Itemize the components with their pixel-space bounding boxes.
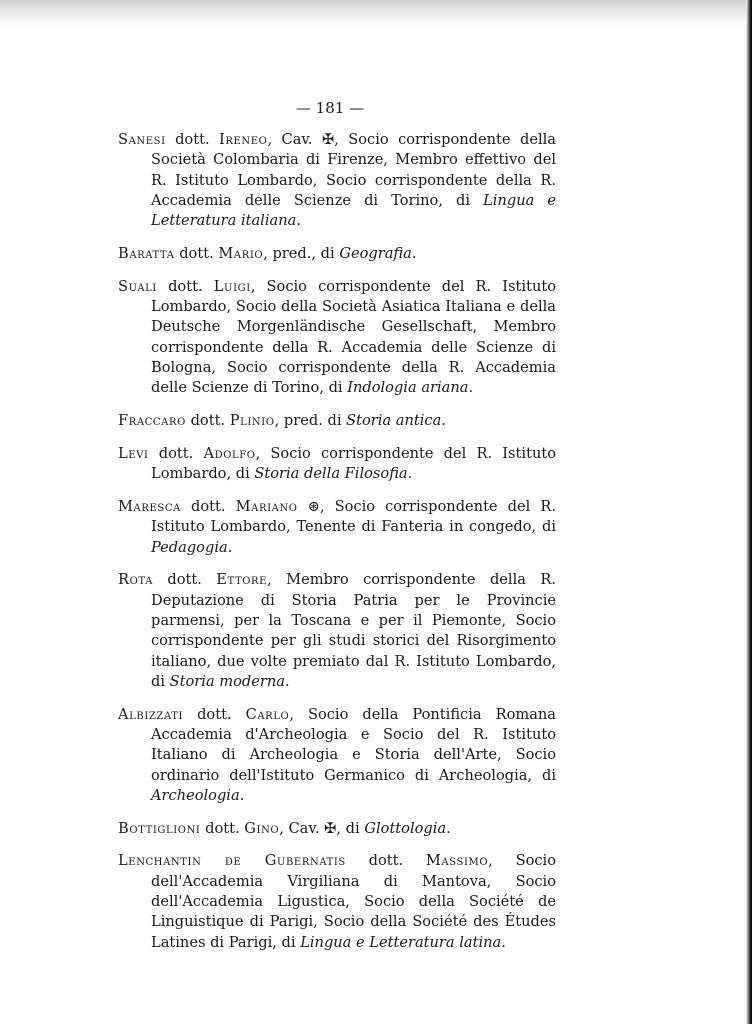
entry-text: , Cav. ✠, Socio corrispondente della Società Colombaria di Firenze, Membro effettivo del R. Istituto Lombardo, Socio corrispondente della R. Accademia delle Scienze di Torino, di bbox=[151, 131, 556, 209]
entry-text: ⊛, Socio corrispondente del R. Istituto Lombardo, Tenente di Fanteria in congedo, di bbox=[151, 497, 556, 536]
list-item bbox=[118, 411, 556, 431]
subject: Pedagogia bbox=[151, 538, 228, 556]
entry-text: , Socio dell'Accademia Virgiliana di Mantova, Socio dell'Accademia Ligustica, Socio della Société de Linguistique di Parigi, Socio della Société des Études Latines di Parigi, di bbox=[151, 852, 556, 951]
title: dott. bbox=[197, 705, 232, 723]
surname: Maresca bbox=[118, 497, 181, 515]
surname: Lenchantin de Gubernatis bbox=[118, 852, 346, 870]
given-name: Mariano bbox=[235, 497, 298, 515]
subject: Storia antica bbox=[346, 412, 442, 430]
subject: Lingua e Letteratura latina bbox=[300, 933, 502, 951]
list-item bbox=[118, 497, 556, 558]
title: dott. bbox=[158, 444, 194, 462]
subject: Glottologia bbox=[364, 819, 447, 837]
entry-end: . bbox=[501, 933, 506, 951]
surname: Suali bbox=[118, 277, 157, 295]
surname: Albizzati bbox=[118, 705, 184, 723]
given-name: Plinio bbox=[229, 412, 275, 430]
title: dott. bbox=[175, 131, 210, 148]
list-item bbox=[118, 244, 556, 264]
surname: Levi bbox=[118, 444, 149, 462]
title: dott. bbox=[179, 244, 214, 262]
given-name: Carlo bbox=[245, 705, 290, 723]
title: dott. bbox=[190, 412, 226, 430]
entry-text: , Socio della Pontificia Romana Accademia d'Archeologia e Socio del R. Istituto Italiano di Archeologia e Storia dell'Arte, Socio ordinario dell'Istituto Germanico di Archeologia, di bbox=[151, 705, 557, 784]
entry-end: . bbox=[446, 819, 451, 837]
subject: Storia della Filosofia bbox=[254, 465, 408, 483]
list-item bbox=[118, 705, 556, 806]
entry-text: , Cav. ✠, di bbox=[279, 819, 365, 837]
entry-end: . bbox=[296, 212, 301, 230]
surname: Sanesi bbox=[118, 131, 166, 148]
faculty-list bbox=[118, 130, 556, 965]
given-name: Gino bbox=[244, 819, 280, 837]
subject: Lingua e Letteratura italiana bbox=[151, 191, 556, 230]
list-item bbox=[118, 570, 556, 692]
given-name: Mario bbox=[218, 244, 264, 262]
surname: Fraccaro bbox=[118, 412, 186, 430]
list-item bbox=[118, 851, 556, 952]
entry-text: , Socio corrispondente del R. Istituto Lombardo, di bbox=[151, 444, 556, 483]
page-number: — 181 — bbox=[295, 99, 365, 117]
surname: Baratta bbox=[118, 244, 175, 262]
title: dott. bbox=[205, 819, 240, 837]
entry-end: . bbox=[284, 672, 290, 690]
given-name: Luigi bbox=[213, 277, 251, 295]
entry-end: . bbox=[239, 786, 245, 804]
entry-end: . bbox=[411, 244, 417, 262]
title: dott. bbox=[168, 277, 203, 295]
given-name: Adolfo bbox=[203, 444, 256, 462]
list-item bbox=[118, 130, 556, 231]
entry-text: , pred. di bbox=[274, 412, 347, 430]
entry-text: , Membro corrispondente della R. Deputazione di Storia Patria per le Provincie parmensi, per la Toscana e per il Piemonte, Socio corrispondente per gli studi storici del Risorgimento italiano, due volte premiato dal R. Istituto Lombardo, di bbox=[151, 571, 557, 690]
list-item bbox=[118, 277, 556, 399]
entry-end: . bbox=[407, 465, 413, 483]
subject: Archeologia bbox=[151, 786, 240, 804]
title: dott. bbox=[368, 852, 404, 870]
subject: Geografia bbox=[339, 244, 412, 262]
entry-end: . bbox=[441, 412, 446, 430]
subject: Storia moderna bbox=[169, 672, 285, 690]
title: dott. bbox=[167, 571, 202, 589]
surname: Bottiglioni bbox=[118, 819, 201, 837]
entry-end: . bbox=[227, 538, 233, 556]
list-item bbox=[118, 444, 556, 485]
entry-end: . bbox=[468, 379, 474, 397]
title: dott. bbox=[191, 497, 226, 515]
entry-text: , Socio corrispondente del R. Istituto Lombardo, Socio della Società Asiatica Italiana e della Deutsche Morgenländische Gesellschaft, Membro corrispondente della R. Accademia delle Scienze di Bologna, Socio corrispondente della R. Accademia delle Scienze di Torino, di bbox=[151, 277, 557, 397]
entry-text: , pred., di bbox=[263, 244, 340, 262]
given-name: Ireneo bbox=[219, 131, 268, 148]
subject: Indologia ariana bbox=[347, 379, 469, 397]
given-name: Ettore bbox=[216, 571, 268, 589]
surname: Rota bbox=[118, 571, 153, 589]
scan-top-shadow bbox=[0, 0, 752, 30]
list-item bbox=[118, 819, 556, 839]
given-name: Massimo bbox=[425, 852, 489, 870]
scan-right-edge bbox=[746, 0, 752, 1024]
